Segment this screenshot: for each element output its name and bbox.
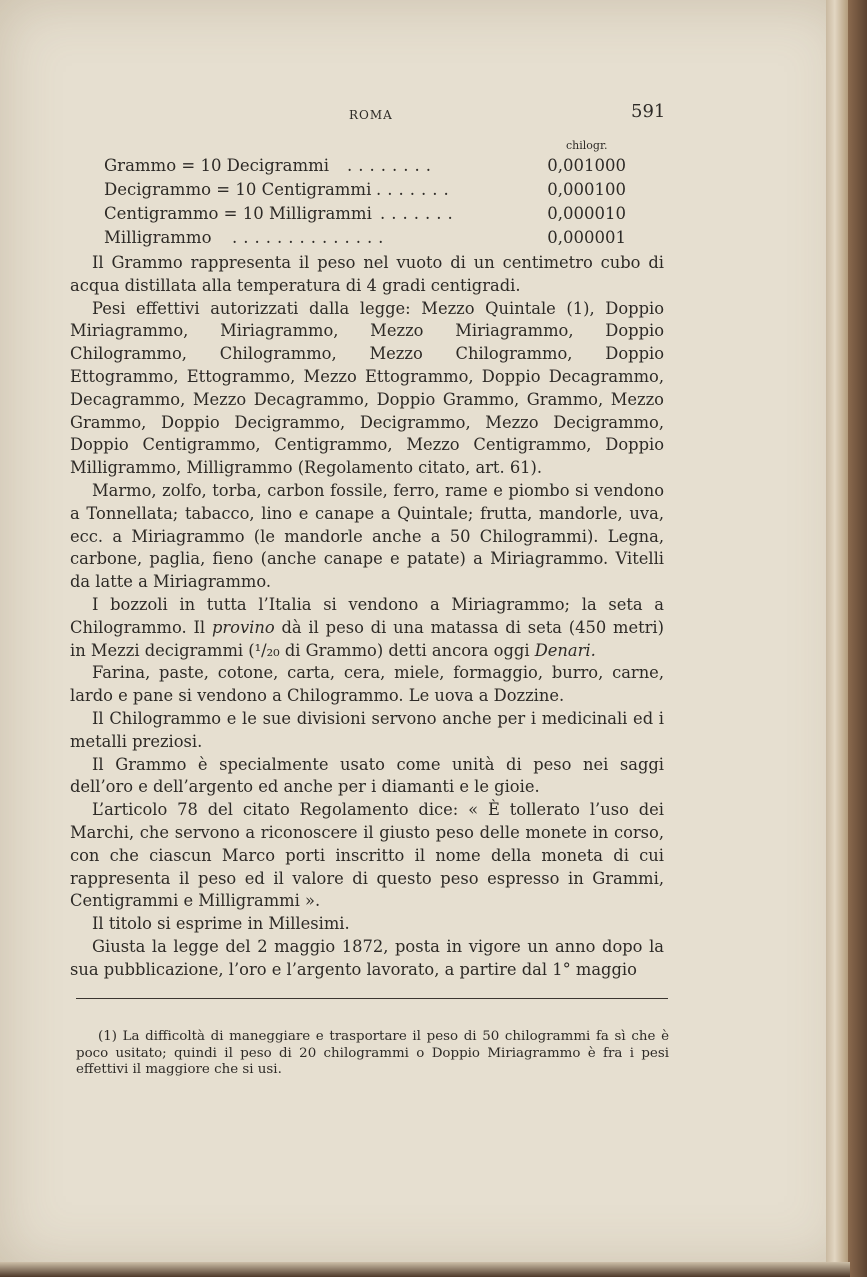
paragraph: Farina, paste, cotone, carta, cera, miele, formaggio, burro, carne, lardo e pane si vendono a Chilogrammo. Le uova a Dozzine.: [70, 663, 664, 706]
paragraph: Il Chilogrammo e le sue divisioni servono anche per i medicinali ed i metalli preziosi.: [70, 708, 664, 751]
leader-dots: ........: [347, 156, 437, 175]
table-row: [104, 228, 626, 250]
table-row-label: Grammo = 10 Decigrammi: [104, 156, 330, 175]
running-title: ROMA: [349, 108, 393, 122]
paragraph: [70, 594, 664, 662]
table-row-value: 0,000100: [547, 180, 626, 199]
body-text: [70, 252, 664, 982]
italic-term: provino: [211, 617, 275, 637]
table-row-value: 0,000001: [547, 228, 626, 247]
leader-dots: .......: [380, 204, 459, 223]
page-edge-stack: [826, 0, 848, 1272]
table-row: [104, 180, 626, 202]
table-row-value: 0,000010: [547, 204, 626, 223]
paragraph: Il Grammo rappresenta il peso nel vuoto di un centimetro cubo di acqua distillata alla temperatura di 4 gradi centigradi.: [70, 253, 664, 295]
italic-term: Denari.: [534, 640, 596, 660]
paragraph: Il Grammo è specialmente usato come unità di peso nei saggi dell’oro e dell’argento ed anche per i diamanti e le gioie.: [70, 754, 664, 797]
paragraph: L’articolo 78 del citato Regolamento dice: « È tollerato l’uso dei Marchi, che servono a riconoscere il giusto peso delle monete in corso, con che ciascun Marco porti inscritto il nome della moneta di cui rappresenta il peso ed il valore di questo peso espresso in Grammi, Centigrammi e Milligrammi ».: [70, 800, 664, 911]
paragraph-text: I bozzoli in tutta l’Italia si vendono a Miriagrammo; la seta a Chilogrammo. Il: [70, 594, 664, 637]
table-unit-label: chilogr.: [566, 139, 608, 152]
paragraph: Pesi effettivi autorizzati dalla legge: Mezzo Quintale (1), Doppio Miriagrammo, Miriagrammo, Mezzo Miriagrammo, Doppio Chilogrammo, Chilogrammo, Mezzo Chilogrammo, Doppio Ettogrammo, Ettogrammo, Mezzo Ettogrammo, Doppio Decagrammo, Decagrammo, Mezzo Decagrammo, Doppio Grammo, Grammo, Mezzo Grammo, Doppio Decigrammo, Decigrammo, Mezzo Decigrammo, Doppio Centigrammo, Centigrammo, Mezzo Centigrammo, Doppio Milligrammo, Milligrammo (Regolamento citato, art. 61).: [70, 298, 664, 478]
footnote-separator: [76, 998, 668, 999]
footnote: (1) La difficoltà di maneggiare e trasportare il peso di 50 chilogrammi fa sì che è poco usitato; quindi il peso di 20 chilogrammi o Doppio Miriagrammo è fra i pesi effettivi il maggiore che si usi.: [76, 1029, 669, 1077]
table-row-label: Centigrammo = 10 Milligrammi: [104, 204, 372, 223]
paragraph: Marmo, zolfo, torba, carbon fossile, ferro, rame e piombo si vendono a Tonnellata; tabacco, lino e canape a Quintale; frutta, mandorle, uva, ecc. a Miriagrammo (le mandorle anche a 50 Chilogrammi). Legna, carbone, paglia, fieno (anche canape e patate) a Miriagrammo. Vitelli da latte a Miriagrammo.: [70, 480, 664, 592]
table-row: [104, 204, 626, 226]
table-row-label: Milligrammo: [104, 228, 212, 247]
paragraph: Giusta la legge del 2 maggio 1872, posta in vigore un anno dopo la sua pubblicazione, l’oro e l’argento lavorato, a partire dal 1° maggio: [70, 936, 664, 979]
paragraph: Il titolo si esprime in Millesimi.: [92, 914, 350, 934]
table-row-value: 0,001000: [547, 156, 626, 175]
table-row-label: Decigrammo = 10 Centigrammi: [104, 180, 372, 199]
leader-dots: .......: [376, 180, 455, 199]
leader-dots: ..............: [232, 228, 390, 247]
book-cover-edge: [848, 0, 867, 1277]
page-number: 591: [631, 101, 666, 122]
table-row: [104, 156, 626, 178]
page-bottom-shadow: [0, 1262, 850, 1277]
paragraph-text: dà il peso di una matassa di seta (450 metri) in Mezzi decigrammi (¹/₂₀ di Grammo) detti ancora oggi: [70, 617, 664, 660]
